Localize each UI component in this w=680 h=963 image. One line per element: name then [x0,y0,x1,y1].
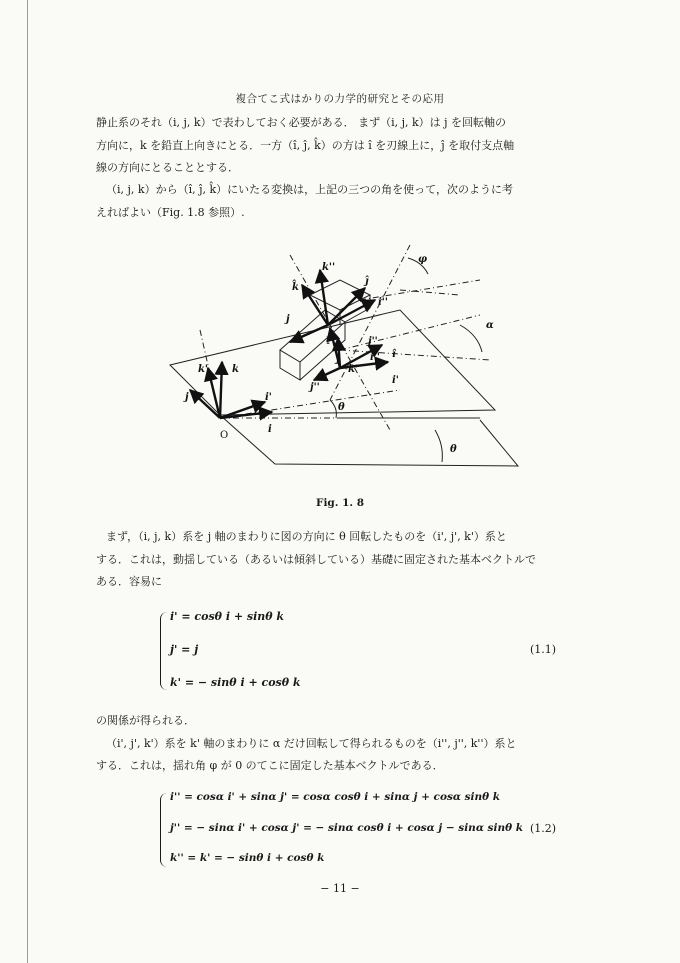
inclined-plate [170,310,495,415]
label-k-prime: k' [198,364,208,375]
paragraph-4 [96,710,612,778]
paragraph-line: する．これは，揺れ角 φ が 0 のてこに固定した基本ベクトルである． [96,759,444,772]
label-j-dprime: j'' [310,382,320,393]
equation-number: (1.1) [530,643,557,656]
label-j-dprime-upper: j'' [368,336,378,347]
label-i-dprime-2: i'' [370,352,380,363]
label-j-hat-2: ĵ [336,354,340,365]
label-theta-lower: θ [450,444,457,455]
paragraph-2 [96,179,612,224]
label-k-hat: k̂ [292,282,299,293]
paragraph-line: 方向に，k を鉛直上向きにとる．一方（î, ĵ, k̂）の方は î を刃線上に，ĵ を取付支点軸 [96,138,515,152]
theta-arc-lower [435,430,442,462]
label-alpha: α [486,320,494,331]
paragraph-line: （i', j', k'）系を k' 軸のまわりに α だけ回転して得られるものを（i'', j'', k''）系と [106,736,517,750]
label-theta: θ [338,402,345,413]
equation-line: j'' = − sinα i' + cosα j' = − sinα cosθ i + cosα j − sinα sinθ k [170,822,524,834]
running-head: 複合てこ式はかりの力学的研究とその応用 [235,93,445,105]
page-number: − 11 − [320,882,360,895]
label-k-prime-2: k' [348,364,358,375]
paragraph-line: の関係が得られる． [96,714,195,727]
equation-number: (1.2) [530,822,557,835]
figure-caption: Fig. 1. 8 [315,497,365,509]
label-j: j [185,392,189,403]
paragraph-line: する．これは，動揺している（あるいは傾斜している）基礎に固定された基本ベクトルで [96,552,536,566]
equation-line: k'' = k' = − sinθ i + cosθ k [170,852,325,864]
paragraph-line: まず，（i, j, k）系を j 軸のまわりに図の方向に θ 回転したものを（i', j', k'）系と [106,530,507,543]
equation-brace [160,612,167,690]
equation-line: j' = j [170,643,199,656]
alpha-arc [460,325,482,352]
label-i-hat: î [392,349,396,360]
label-j-hat: ĵ [365,276,369,287]
label-phi: φ [418,254,428,265]
label-k: k [232,364,239,375]
ground-plate [220,415,518,466]
equation-line: i'' = cosα i' + sinα j' = cosα cosθ i + sinα j + cosα sinθ k [170,791,501,803]
paragraph-3 [96,526,612,594]
label-i-dprime: i'' [378,297,388,308]
label-k-dprime: k'' [322,262,336,273]
equation-line: k' = − sinθ i + cosθ k [170,676,301,689]
label-i-prime: i' [265,392,272,403]
paragraph-line: ある．容易に [96,575,162,588]
binding-margin-line [27,0,28,963]
label-j-2: j [286,314,290,325]
paragraph-line: 線の方向にとることとする． [96,161,239,174]
label-i-prime-2: i' [392,375,399,386]
equation-brace [160,793,167,867]
paragraph-line: （i, j, k）から（î, ĵ, k̂）にいたる変換は，上記の三つの角を使って，次のように考 [106,183,513,196]
equation-line: i' = cosθ i + sinθ k [170,610,285,623]
label-origin: O [220,430,229,441]
theta-arc [330,400,336,418]
paragraph-line: えればよい（Fig. 1.8 参照）. [96,205,245,219]
figure-1-8 [160,240,540,480]
label-i: i [268,424,272,435]
paragraph-1 [96,112,612,180]
paragraph-line: 静止系のそれ（i, j, k）で表わしておく必要がある． まず（i, j, k）は j を回転軸の [96,116,507,129]
label-F: F [326,336,333,347]
